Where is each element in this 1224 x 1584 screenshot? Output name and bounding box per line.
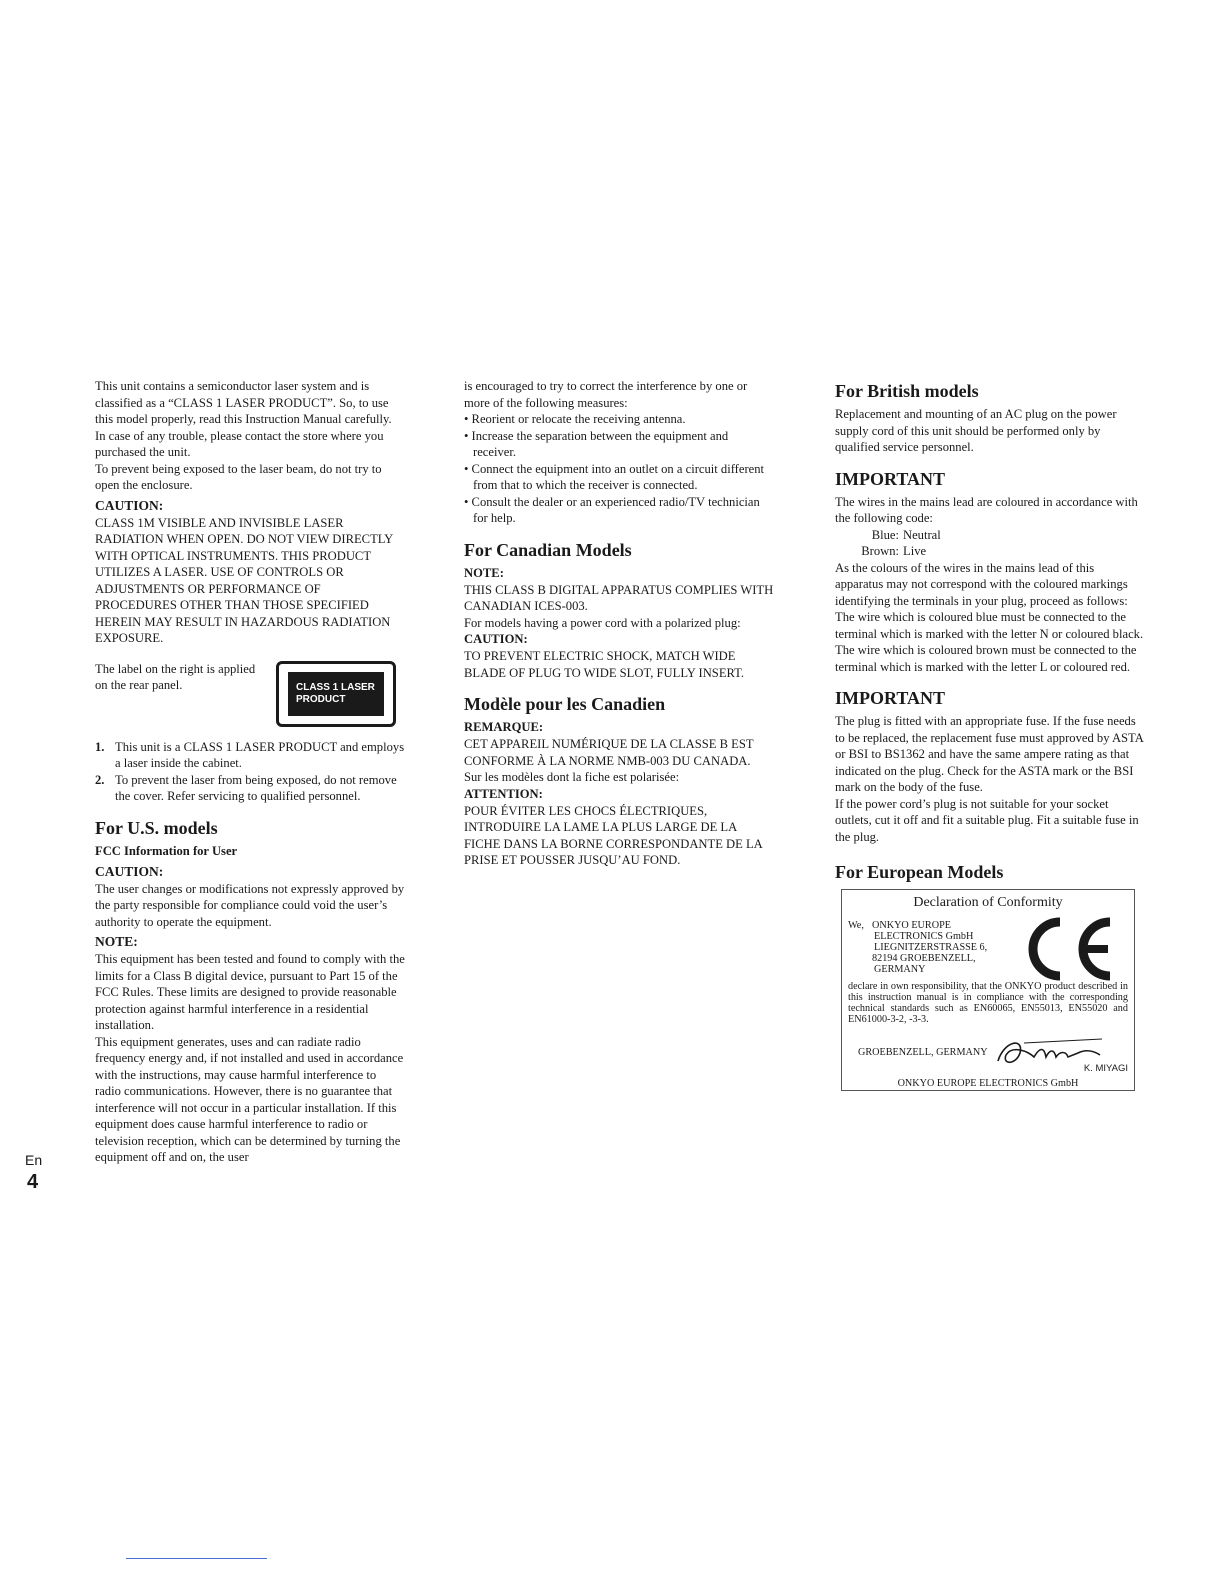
column-left	[95, 378, 405, 1166]
address-line: ONKYO EUROPE	[872, 920, 951, 931]
declaration-text: declare in own responsibility, that the ONKYO product described in this instruction manual is in compliance with the corresponding technical standards such as EN60065, EN55013, EN55020 and EN61000-3-2, -3-3.	[848, 981, 1128, 1025]
british-text: Replacement and mounting of an AC plug on the power supply cord of this unit should be performed only by qualified service personnel.	[835, 407, 1117, 454]
declaration-place: GROEBENZELL, GERMANY	[858, 1046, 988, 1058]
note-heading: NOTE:	[95, 934, 138, 949]
numbered-item	[95, 772, 405, 805]
address-line: ELECTRONICS GmbH	[874, 931, 974, 942]
laser-label-line2: PRODUCT	[296, 693, 346, 705]
signer-name: K. MIYAGI	[1083, 1063, 1128, 1074]
french-canadian-heading: Modèle pour les Canadien	[464, 694, 666, 714]
company-name: ONKYO EUROPE ELECTRONICS GmbH	[897, 1078, 1079, 1089]
laser-label-line1: CLASS 1 LASER	[296, 681, 375, 693]
item-number: 2.	[95, 772, 105, 787]
address-line: 82194 GROEBENZELL,	[872, 953, 976, 964]
us-caution-heading: CAUTION:	[95, 863, 164, 879]
item-number: 1.	[95, 739, 105, 754]
measure-item: • Reorient or relocate the receiving antenna.	[464, 412, 686, 426]
measure-item: • Consult the dealer or an experienced radio/TV technician for help.	[464, 494, 760, 525]
interference-continued: is encouraged to try to correct the interference by one or more of the following measures:	[464, 379, 748, 410]
declaration-title: Declaration of Conformity	[913, 895, 1063, 910]
item-text: To prevent the laser from being exposed, do not remove the cover. Refer servicing to qualified personnel.	[115, 772, 397, 803]
note-paragraph-1: This equipment has been tested and found to comply with the limits for a Class B digital device, pursuant to Part 15 of the FCC Rules. These limits are designed to provide reasonable protection against harmful interference in a residential installation.	[95, 952, 405, 1032]
declaration-of-conformity	[841, 889, 1135, 1091]
class1-laser-label	[276, 661, 396, 727]
important1-p2: As the colours of the wires in the mains lead of this apparatus may not correspond with the coloured markings identifying the terminals in your plug, proceed as follows:	[835, 560, 1128, 608]
declarant-we: We,	[848, 920, 864, 931]
fr-polarisee-text: Sur les modèles dont la fiche est polarisée:	[464, 770, 680, 784]
important-heading-2: IMPORTANT	[835, 688, 946, 708]
class1-laser-label-inner	[288, 672, 384, 716]
measure-item: • Connect the equipment into an outlet on a circuit different from that to which the receiver is connected.	[464, 461, 765, 492]
wire-code-key: Brown:	[861, 544, 899, 558]
important1-p4: The wire which is coloured brown must be connected to the terminal which is marked with the letter L or coloured red.	[835, 643, 1137, 674]
canadian-models-heading: For Canadian Models	[464, 539, 632, 560]
ca-note-heading: NOTE:	[464, 565, 504, 580]
ca-polarized-text: For models having a power cord with a polarized plug:	[464, 615, 741, 630]
page-language: En	[25, 1152, 43, 1168]
address-line: LIEGNITZERSTRASSE 6,	[874, 942, 988, 953]
address-line: GERMANY	[874, 964, 926, 975]
laser-prevent: To prevent being exposed to the laser beam, do not try to open the enclosure.	[95, 461, 382, 492]
laser-intro: This unit contains a semiconductor laser system and is classified as a “CLASS 1 LASER PRODUCT”. So, to use this model properly, read this Instruction Manual carefully. In case of any trouble, please contact the store where you purchased the unit.	[95, 379, 392, 459]
fr-remarque-heading: REMARQUE:	[464, 720, 544, 734]
column-middle	[464, 378, 774, 869]
label-text: The label on the right is applied on the rear panel.	[95, 661, 256, 692]
column-right	[835, 378, 1145, 1091]
caution-text: CLASS 1M VISIBLE AND INVISIBLE LASER RADIATION WHEN OPEN. DO NOT VIEW DIRECTLY WITH OPTICAL INSTRUMENTS. THIS PRODUCT UTILIZES A LASER. USE OF CONTROLS OR ADJUSTMENTS OR PERFORMANCE OF PROCEDURES OTHER THAN THOSE SPECIFIED HEREIN MAY RESULT IN HAZARDOUS RADIATION EXPOSURE.	[95, 515, 393, 645]
ca-caution-text: TO PREVENT ELECTRIC SHOCK, MATCH WIDE BLADE OF PLUG TO WIDE SLOT, FULLY INSERT.	[464, 649, 745, 680]
fr-remarque-text: CET APPAREIL NUMÉRIQUE DE LA CLASSE B EST CONFORME À LA NORME NMB-003 DU CANADA.	[464, 737, 754, 768]
bottom-rule	[126, 1558, 267, 1559]
item-text: This unit is a CLASS 1 LASER PRODUCT and employs a laser inside the cabinet.	[115, 739, 405, 770]
caution-heading: CAUTION:	[95, 497, 164, 513]
us-caution-text: The user changes or modifications not expressly approved by the party responsible for compliance could void the user’s authority to operate the equipment.	[95, 881, 405, 929]
important2-p1: The plug is fitted with an appropriate fuse. If the fuse needs to be replaced, the replacement fuse must approved by ASTA or BSI to BS1362 and have the same ampere rating as that indicated on the plug. Check for the ASTA mark or the BSI mark on the body of the fuse.	[835, 714, 1144, 794]
european-models-heading: For European Models	[835, 862, 1004, 882]
wire-code-row	[835, 543, 1145, 560]
page-number: 4	[27, 1171, 39, 1193]
wire-code-value: Neutral	[903, 527, 941, 542]
important1-p3: The wire which is coloured blue must be connected to the terminal which is marked with the letter N or coloured black.	[835, 610, 1144, 641]
us-models-heading: For U.S. models	[95, 817, 218, 838]
note-paragraph-2: This equipment generates, uses and can radiate radio frequency energy and, if not installed and used in accordance with the instructions, may cause harmful interference to radio communications. However, there is no guarantee that interference will not occur in a particular installation. If this equipment does cause harmful interference to radio or television reception, which can be determined by turning the equipment off and on, the user	[95, 1034, 404, 1164]
ca-note-text: THIS CLASS B DIGITAL APPARATUS COMPLIES WITH CANADIAN ICES-003.	[464, 582, 774, 613]
laser-label-row	[95, 661, 405, 727]
fr-attention-heading: ATTENTION:	[464, 786, 543, 801]
measure-item: • Increase the separation between the equipment and receiver.	[464, 428, 729, 459]
important2-p2: If the power cord’s plug is not suitable for your socket outlets, cut it off and fit a suitable plug. Fit a suitable fuse in the plug.	[835, 796, 1139, 844]
wire-code-value: Live	[903, 544, 927, 558]
wire-code-row	[835, 527, 1145, 544]
british-models-heading: For British models	[835, 381, 979, 401]
ce-mark-icon	[1018, 916, 1114, 982]
ca-caution-heading: CAUTION:	[464, 632, 528, 646]
fr-attention-text: POUR ÉVITER LES CHOCS ÉLECTRIQUES, INTRODUIRE LA LAME LA PLUS LARGE DE LA FICHE DANS LA BORNE CORRESPONDANTE DE LA PRISE ET POUSSER JUSQU’AU FOND.	[464, 803, 763, 867]
important1-intro: The wires in the mains lead are coloured in accordance with the following code:	[835, 494, 1138, 525]
fcc-info-heading: FCC Information for User	[95, 843, 238, 858]
important-heading-1: IMPORTANT	[835, 468, 946, 489]
numbered-item	[95, 739, 405, 772]
wire-code-key: Blue:	[871, 527, 899, 542]
